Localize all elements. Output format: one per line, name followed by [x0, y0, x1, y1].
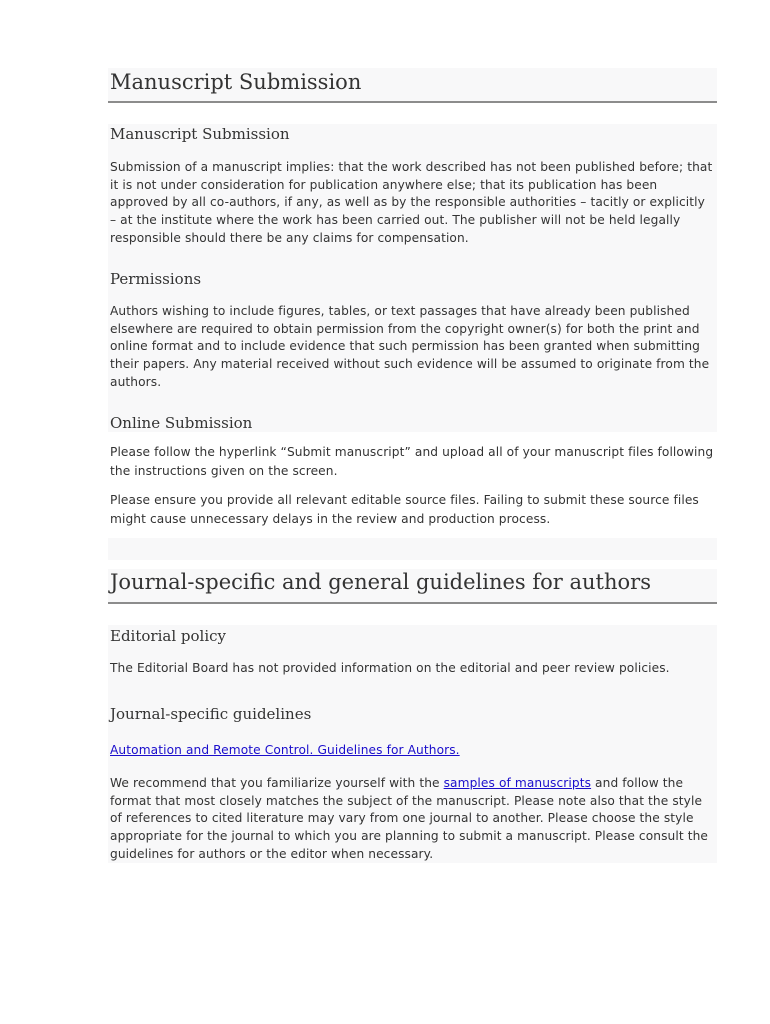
subheading-permissions: Permissions — [110, 270, 202, 288]
section-title-manuscript-submission: Manuscript Submission — [110, 70, 362, 94]
paragraph-submission: Submission of a manuscript implies: that the work described has not been published before; that it is not under consideration for publication anywhere else; that its publication has been approved by all co-authors, if any, as well as by the responsible authorities – tacitly or explicitly – at the institute where the work has been carried out. The publisher will not be held legally responsible should there be any claims for compensation. — [110, 160, 713, 245]
section-title-guidelines: Journal-specific and general guidelines for authors — [110, 570, 651, 594]
section-divider — [108, 101, 717, 103]
subheading-online-submission: Online Submission — [110, 414, 253, 432]
subheading-journal-specific-guidelines: Journal-specific guidelines — [110, 705, 312, 723]
subheading-editorial-policy: Editorial policy — [110, 627, 226, 645]
paragraph-recommendation — [110, 775, 715, 864]
guidelines-for-authors-link[interactable]: Automation and Remote Control. Guidelines for Authors. — [110, 743, 460, 757]
section-divider — [108, 602, 717, 604]
recommendation-text-end: and follow the format that most closely matches the subject of the manuscript. Please note also that the style of references to cited literature may vary from one journal to another. Please choose the style appropriate for the journal to which you are planning to submit a manuscript. Please consult the guidelines for authors or the editor when necessary. — [110, 776, 709, 861]
subheading-manuscript-submission: Manuscript Submission — [110, 125, 290, 143]
guidelines-link-paragraph — [110, 742, 715, 760]
paragraph-online-submission-2: Please ensure you provide all relevant editable source files. Failing to submit these source files might cause unnecessary delays in the review and production process. — [110, 493, 699, 526]
paragraph-online-submission-1: Please follow the hyperlink “Submit manuscript” and upload all of your manuscript files following the instructions given on the screen. — [110, 445, 714, 478]
paragraph-permissions: Authors wishing to include figures, tables, or text passages that have already been published elsewhere are required to obtain permission from the copyright owner(s) for both the print and online format and to include evidence that such permission has been granted when submitting their papers. Any material received without such evidence will be assumed to originate from the authors. — [110, 304, 710, 389]
recommendation-text-start: We recommend that you familiarize yourself with the — [110, 776, 444, 790]
paragraph-editorial-policy: The Editorial Board has not provided information on the editorial and peer review policies. — [110, 661, 670, 675]
spacer-band — [108, 538, 717, 560]
samples-of-manuscripts-link[interactable]: samples of manuscripts — [443, 776, 592, 790]
